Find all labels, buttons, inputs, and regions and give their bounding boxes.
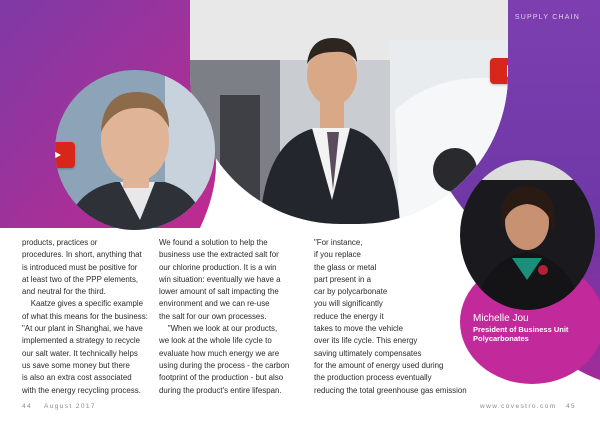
- text-line: products, practices or: [22, 238, 98, 247]
- text-line: you will significantly: [314, 299, 383, 309]
- caption-title-line1: President of Business Unit: [473, 325, 569, 334]
- text-line: "For instance,: [314, 238, 363, 247]
- text-line: over its life cycle. This energy: [314, 336, 418, 346]
- text-line: part present in a: [314, 274, 372, 284]
- text-line: of what this means for the business:: [22, 311, 148, 321]
- website-url[interactable]: www.covestro.com: [480, 403, 557, 410]
- text-line: is also an extra cost associated: [22, 373, 132, 383]
- text-line: at least two of the PPP elements,: [22, 274, 139, 284]
- text-line: reduce the energy it: [314, 311, 384, 321]
- text-line: car by polycarbonate: [314, 287, 388, 297]
- text-line: implemented a strategy to recycle: [22, 336, 140, 346]
- section-label: SUPPLY CHAIN: [514, 14, 580, 21]
- play-button-left[interactable]: [55, 142, 75, 168]
- text-line: lower amount of salt impacting the: [159, 287, 279, 297]
- caption-name: Michelle Jou: [473, 313, 529, 324]
- text-line: with the energy recycling process.: [22, 385, 141, 395]
- caption-title-line2: Polycarbonates: [473, 334, 529, 343]
- text-line: for the amount of energy used during: [314, 360, 444, 370]
- play-button-presenter[interactable]: [490, 58, 508, 84]
- page-number-left: 44: [22, 403, 33, 410]
- text-line: the glass or metal: [314, 262, 377, 272]
- text-line: "At our plant in Shanghai, we have: [22, 324, 143, 334]
- text-line: us save some money but there: [22, 360, 130, 370]
- text-column-3: [314, 237, 474, 397]
- text-line: business use the extracted salt for: [159, 250, 279, 260]
- issue-date: August 2017: [44, 403, 96, 410]
- text-line: evaluate how much energy we are: [159, 348, 280, 358]
- text-column-1: [22, 237, 154, 397]
- text-line: using during the process - the carbon: [159, 360, 290, 370]
- text-line: takes to move the vehicle: [314, 324, 404, 334]
- text-line: footprint of the production - but also: [159, 373, 284, 383]
- text-column-2: [159, 237, 299, 397]
- text-line: the salt for our own processes.: [159, 311, 267, 321]
- text-line: our chlorine production. It is a win: [159, 262, 277, 272]
- portrait-left-image: [55, 70, 215, 230]
- text-line: during the product's entire lifespan.: [159, 385, 282, 395]
- text-line: "When we look at our products,: [159, 324, 278, 334]
- text-line: We found a solution to help the: [159, 238, 268, 247]
- text-line: if you replace: [314, 250, 361, 260]
- text-line: saving ultimately compensates: [314, 348, 422, 358]
- text-line: our salt water. It technically helps: [22, 348, 138, 358]
- portrait-right: [460, 160, 595, 310]
- text-line: we look at the whole life cycle to: [159, 336, 272, 346]
- text-line: win situation: eventually we have a: [159, 274, 281, 284]
- text-line: is introduced must be positive for: [22, 262, 138, 272]
- portrait-right-image: [460, 160, 595, 310]
- text-line: Kaatze gives a specific example: [22, 299, 144, 309]
- page-number-right: 45: [566, 403, 577, 410]
- video-portrait-left[interactable]: [55, 70, 215, 230]
- text-line: the production process eventually: [314, 373, 432, 383]
- text-line: procedures. In short, anything that: [22, 250, 142, 260]
- text-line: and neutral for the third.: [22, 287, 106, 297]
- text-line: reducing the total greenhouse gas emission: [314, 385, 467, 395]
- text-line: environment and we can re-use: [159, 299, 270, 309]
